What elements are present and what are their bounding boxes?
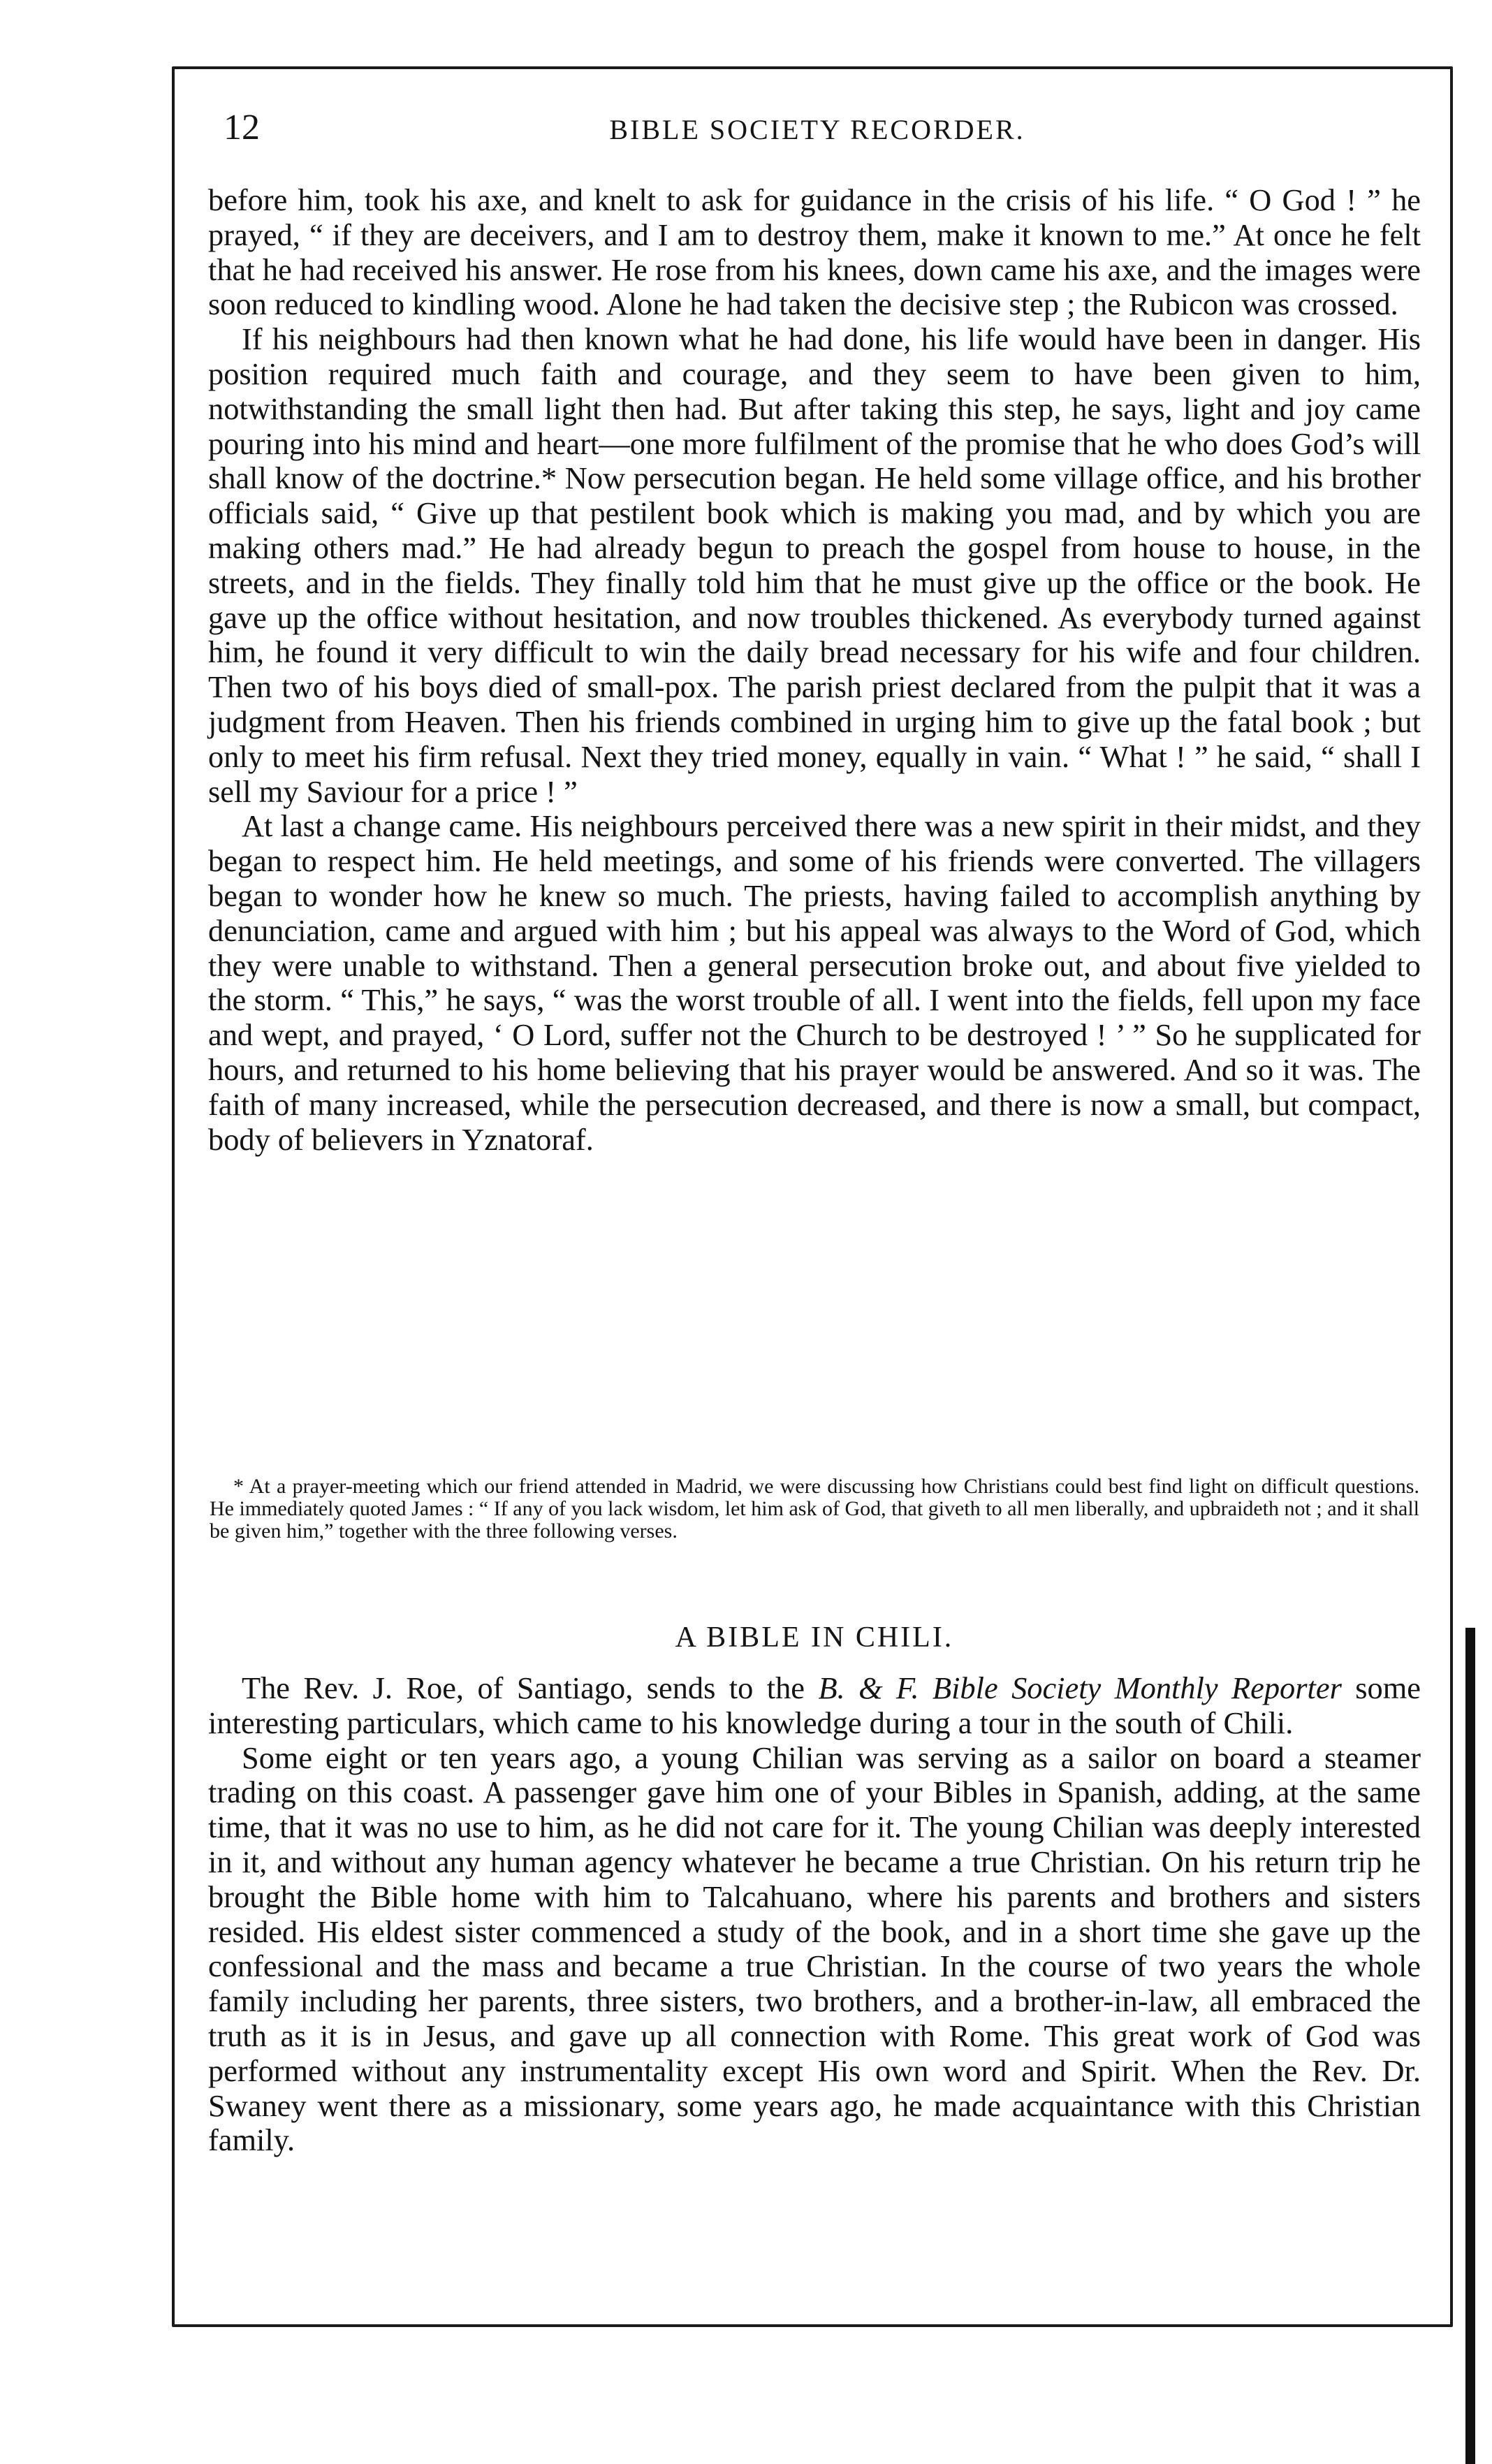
page-number: 12 <box>224 108 260 147</box>
section-title: A BIBLE IN CHILI. <box>675 1621 954 1654</box>
paragraph: before him, took his axe, and knelt to ask for guidance in the crisis of his life. “ O God ! ” he prayed, “ if they are deceivers, and I am to destroy them, make it known to me.” At once he felt that he had received his answer. He rose from his knees, down came his axe, and the images were soon reduced to kindling wood. Alone he had taken the decisive step ; the Rubicon was crossed. <box>208 182 1421 322</box>
page-header <box>210 103 1425 152</box>
intro-text: some interesting particulars, which came to his knowledge during a tour in the south of Chili. <box>208 1670 1421 1740</box>
article-body <box>208 1671 1421 2158</box>
article-body <box>208 183 1421 1157</box>
publication-title: B. & F. Bible Society Monthly Reporter <box>818 1670 1342 1705</box>
paragraph: At last a change came. His neighbours perceived there was a new spirit in their midst, and they began to respect him. He held meetings, and some of his friends were converted. The villagers began to wonder how he knew so much. The priests, having failed to accomplish anything by denunciation, came and argued with him ; but his appeal was always to the Word of God, which they were unable to withstand. Then a general persecution broke out, and about five yielded to the storm. “ This,” he says, “ was the worst trouble of all. I went into the fields, fell upon my face and wept, and prayed, ‘ O Lord, suffer not the Church to be destroyed ! ’ ” So he supplicated for hours, and returned to his home believing that his prayer would be answered. And so it was. The faith of many increased, while the persecution decreased, and there is now a small, but compact, body of believers in Yznatoraf. <box>208 808 1421 1157</box>
paragraph: Some eight or ten years ago, a young Chilian was serving as a sailor on board a steamer trading on this coast. A passenger gave him one of your Bibles in Spanish, adding, at the same time, that it was no use to him, as he did not care for it. The young Chilian was deeply interested in it, and without any human agency whatever he became a true Christian. On his return trip he brought the Bible home with him to Talcahuano, where his parents and brothers and sisters resided. His eldest sister commenced a study of the book, and in a short time she gave up the confessional and the mass and became a true Christian. In the course of two years the whole family including her parents, three sisters, two brothers, and a brother-in-law, all embraced the truth as it is in Jesus, and gave up all connection with Rome. This great work of God was performed without any instrumentality except His own word and Spirit. When the Rev. Dr. Swaney went there as a missionary, some years ago, he made acquaintance with this Christian family. <box>208 1740 1421 2158</box>
running-title: BIBLE SOCIETY RECORDER. <box>609 114 1025 145</box>
footnote-text: * At a prayer-meeting which our friend attended in Madrid, we were discussing how Christians could best find light on difficult questions. He immediately quoted James : “ If any of you lack wisdom, let him ask of God, that giveth to all men liberally, and upbraideth not ; and it shall be given him,” together with the three following verses. <box>210 1475 1419 1543</box>
paragraph: If his neighbours had then known what he had done, his life would have been in danger. His position required much faith and courage, and they seem to have been given to him, notwithstanding the small light then had. But after taking this step, he says, light and joy came pouring into his mind and heart—one more fulfilment of the promise that he who does God’s will shall know of the doctrine.* Now persecution began. He held some village office, and his brother officials said, “ Give up that pestilent book which is making you mad, and by which you are making others mad.” He had already begun to preach the gospel from house to house, in the streets, and in the fields. They finally told him that he must give up the office or the book. He gave up the office without hesitation, and now troubles thickened. As everybody turned against him, he found it very difficult to win the daily bread necessary for his wife and four children. Then two of his boys died of small-pox. The parish priest declared from the pulpit that it was a judgment from Heaven. Then his friends combined in urging him to give up the fatal book ; but only to meet his firm refusal. Next they tried money, equally in vain. “ What ! ” he said, “ shall I sell my Saviour for a price ! ” <box>208 321 1421 809</box>
paragraph <box>208 1671 1421 1741</box>
footnote <box>210 1475 1419 1543</box>
binding-edge <box>1465 1628 1475 2464</box>
intro-text: The Rev. J. Roe, of Santiago, sends to the <box>242 1670 819 1705</box>
